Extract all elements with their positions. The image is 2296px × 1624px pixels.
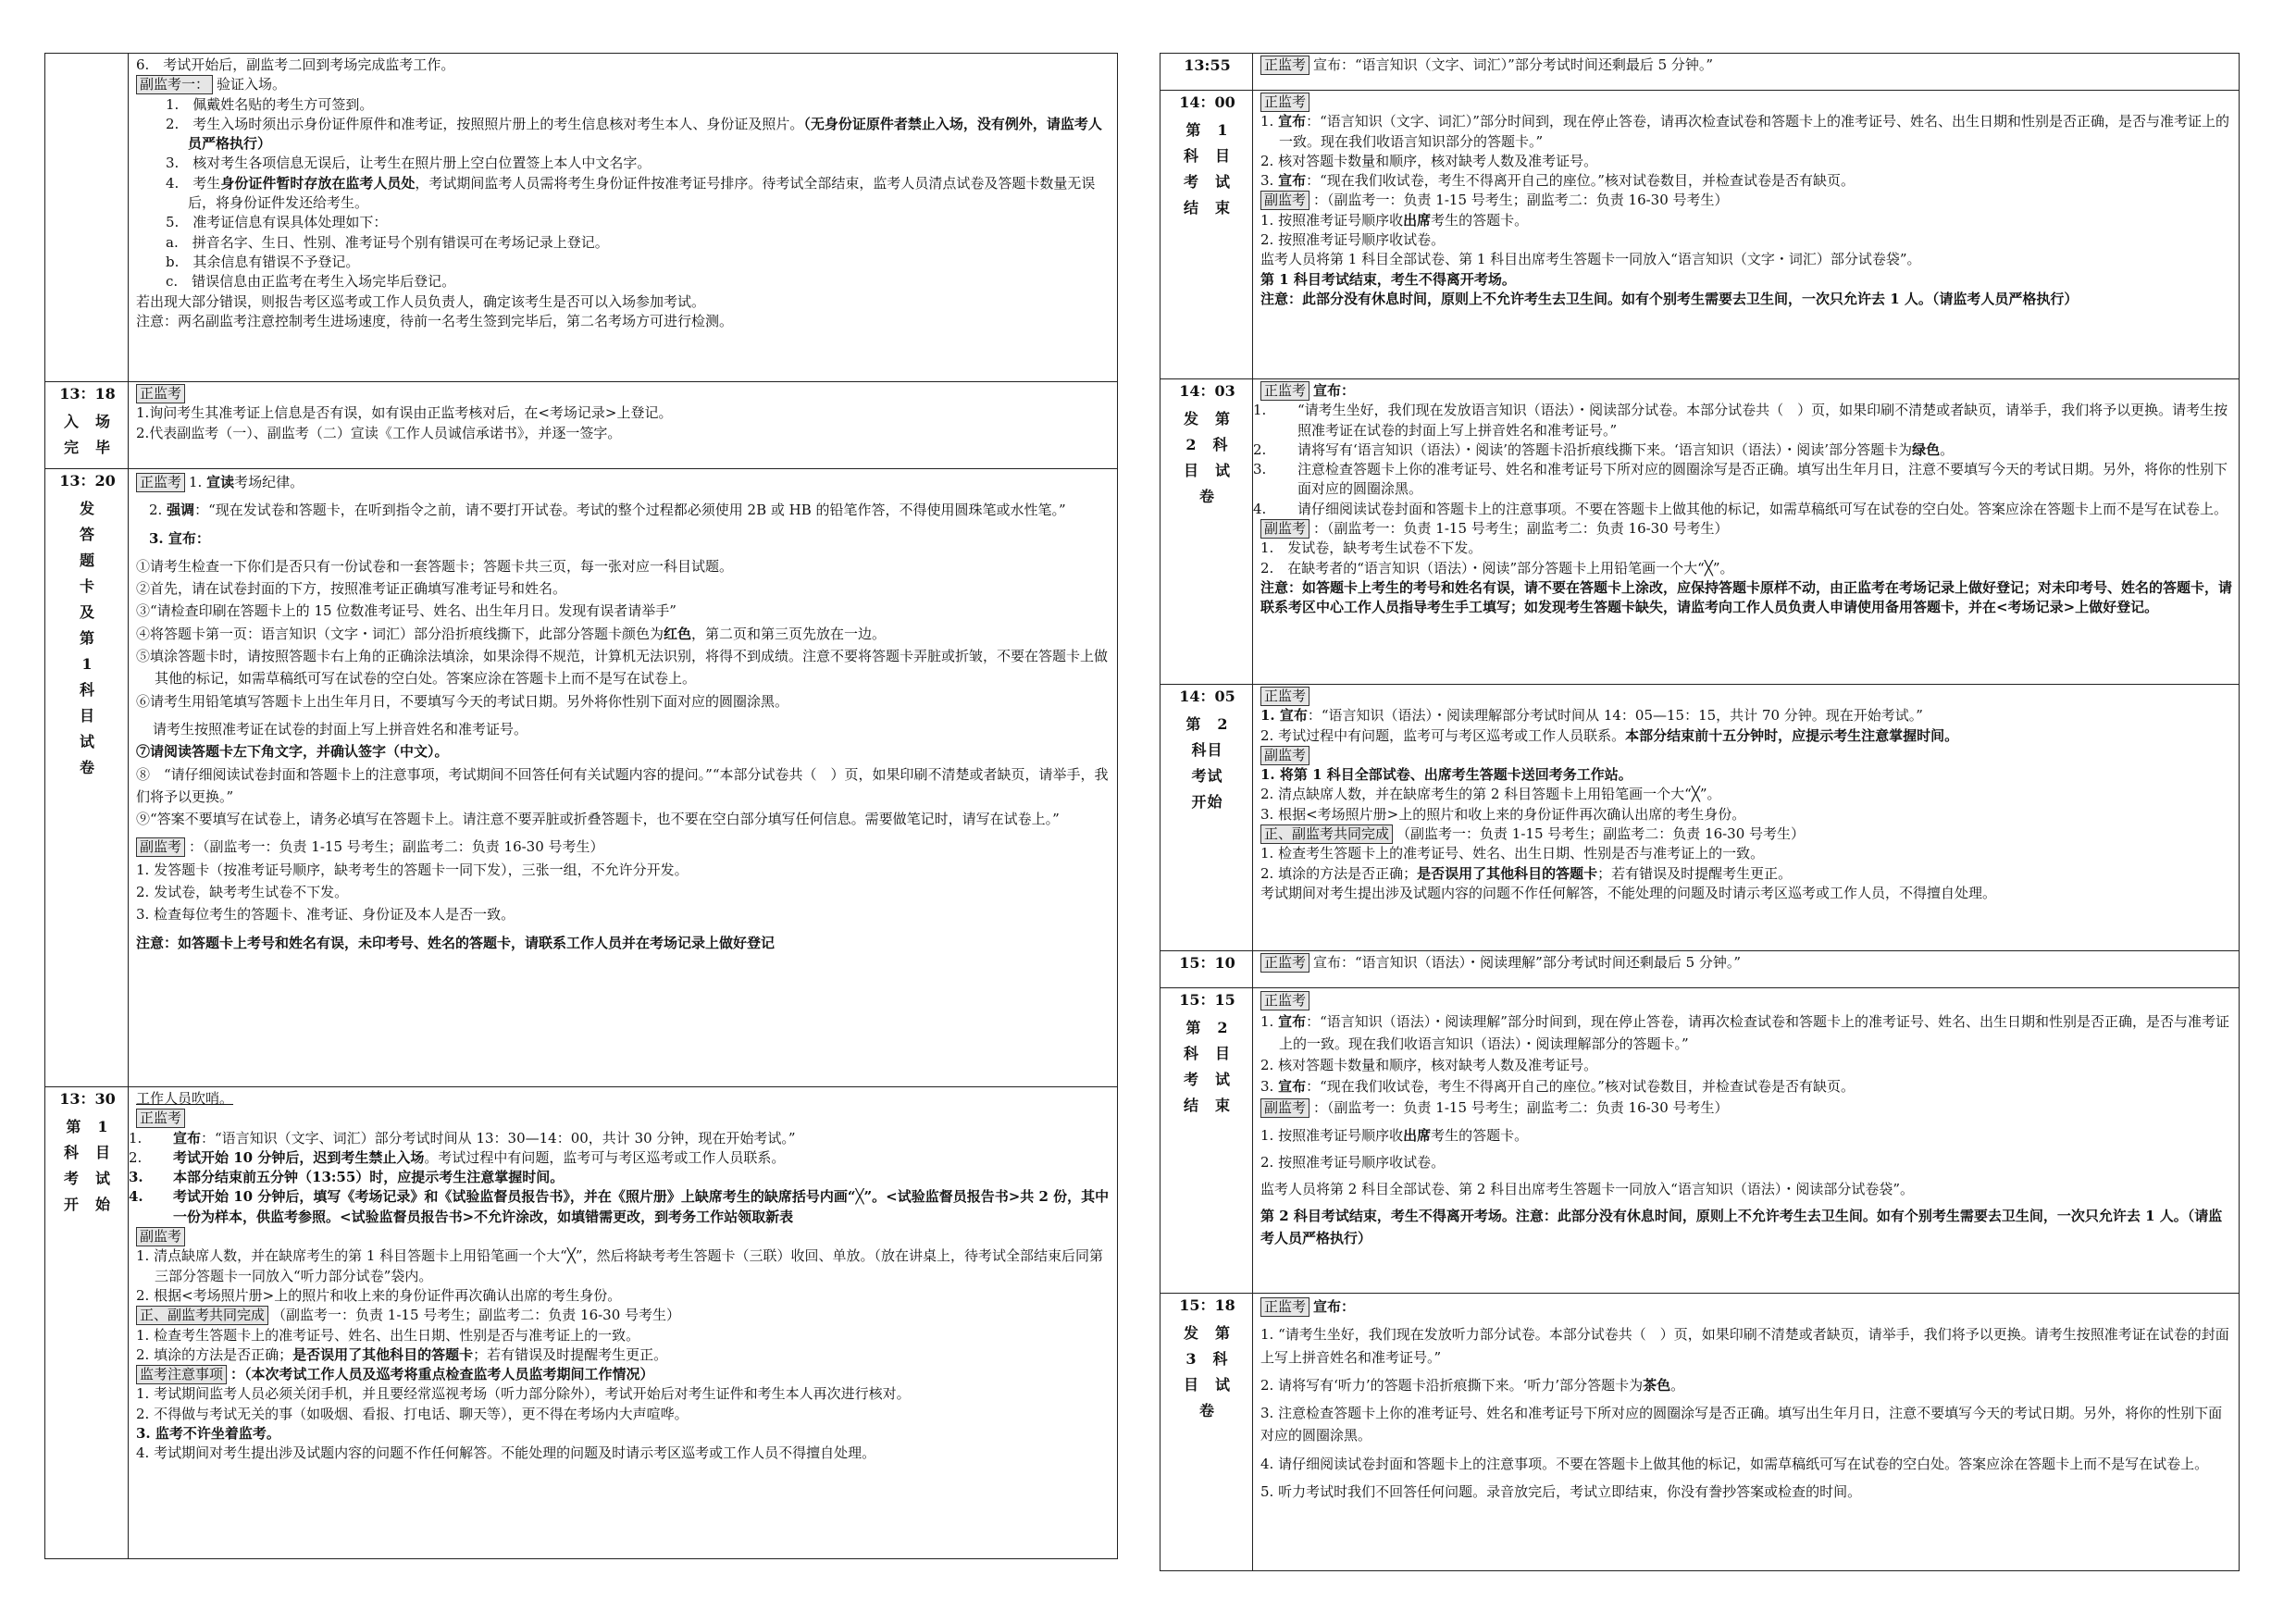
list-item: ⑦请阅读答题卡左下角文字，并确认签字（中文）。 — [136, 743, 449, 761]
phase-label: 考试 — [1191, 766, 1223, 785]
phase-label: 第 1 — [1185, 120, 1229, 139]
time-cell — [1160, 1294, 1253, 1571]
time-label: 13：20 — [59, 472, 116, 490]
content-cell: 正监考 1. 宣读考场纪律。 2. 强调：“现在发试卷和答题卡，在听到指令之前，请不要打开试卷。考试的整个过程都必须使用 2B 或 HB 的铅笔作答，不得使用圆珠笔或水性笔。” 3. 宣布： ①请考生检查一下你们是否只有一份试卷和一套答题卡；答题卡共三页，每一张对应一科目试题。 ②首先，请在试卷封面的下方，按照准考证正确填写准考证号和姓名。 ③“请检查印刷在答题卡上的 15 位数准考证号、姓名、出生年月日。发现有误者请举手” ④将答题卡第一页：语言知识（文字・词汇）部分沿折痕线撕下，此部分答题卡颜色为红色，第二页和第三页先放在一边。 ⑤填涂答题卡时，请按照答题卡右上角的正确涂法填涂，如果涂得不规范，计算机无法识别，将得不到成绩。注意不要将答题卡弄脏或折皱，不要在答题卡上做其他的标记，如需草稿纸可写在试卷的空白处。答案应涂在答题卡上而不是写在试卷上。 ⑥请考生用铅笔填写答题卡上出生年月日，不要填写今天的考试日期。另外将你性别下面对应的圆圈涂黑。 请考生按照准考证在试卷的封面上写上拼音姓名和准考证号。 ⑦请阅读答题卡左下角文字，并确认签字（中文）。 ⑧ “请仔细阅读试卷封面和答题卡上的注意事项，考试期间不回答任何有关试题内容的提问。”“本部分试卷共（ ）页，如果印刷不清楚或者缺页，请举手，我们将予以更换。” ⑨“答案不要填写在试卷上，请务必填写在答题卡上。请注意不要弄脏或折叠答题卡，也不要在空白部分填写任何信息。需要做笔记时，请写在试卷上。” 副监考 ：（副监考一：负责 1-15 号考生；副监考二：负责 16-30 号考生） 1. 发答题卡（按准考证号顺序，缺考考生的答题卡一同下发），三张一组，不允许分开发。 2. 发试卷，缺考考生试卷不下发。 3. 检查每位考生的答题卡、准考证、身份证及本人是否一致。 注意：如答题卡上考号和姓名有误，未印考号、姓名的答题卡，请联系工作人员并在考场记录上做好登记 — [129, 469, 1118, 1087]
phase-label: 3 科 — [1185, 1349, 1229, 1368]
text-line: 6. 考试开始后，副监考二回到考场完成监考工作。 — [136, 56, 455, 73]
list-item: ②首先，请在试卷封面的下方，按照准考证正确填写准考证号和姓名。 — [136, 580, 567, 598]
role-tag: 正监考 — [1260, 1297, 1309, 1317]
table-row — [1160, 91, 2240, 379]
phase-label: 卷 — [79, 758, 95, 776]
table-row — [1160, 988, 2240, 1294]
time-cell — [45, 382, 129, 469]
role-tag: 监考注意事项 — [136, 1365, 227, 1384]
table-row — [45, 469, 1118, 1087]
text-line: 工作人员吹哨。 — [136, 1090, 234, 1107]
phase-label: 发 第 — [1183, 1323, 1231, 1342]
role-tag: 正监考 — [136, 1109, 185, 1128]
list-item: 1. 发试卷，缺考考生试卷不下发。 — [1260, 539, 1483, 557]
phase-label: 考 试 — [1183, 1070, 1231, 1088]
text-line: 考试期间对考生提出涉及试题内容的问题不作任何解答，不能处理的问题及时请示考区巡考或工作人员，不得擅自处理。 — [1260, 884, 1997, 901]
phase-label: 第 1 — [66, 1117, 109, 1135]
list-item: 2. 根据<考场照片册>上的照片和收上来的身份证件再次确认出席的考生身份。 — [136, 1286, 622, 1304]
list-item: ①请考生检查一下你们是否只有一份试卷和一套答题卡；答题卡共三页，每一张对应一科目试题。 — [136, 557, 734, 575]
list-item: 2. 核对答题卡数量和顺序，核对缺考人数及准考证号。 — [1260, 1056, 1598, 1073]
list-item: 2. 考生入场时须出示身份证件原件和准考证，按照照片册上的考生信息核对考生本人、身份证及照片。（无身份证原件者禁止入场，没有例外，请监考人员严格执行） — [166, 115, 1102, 153]
text-line: 请考生按照准考证在试卷的封面上写上拼音姓名和准考证号。 — [153, 720, 528, 738]
list-item: 3. 注意检查答题卡上你的准考证号、姓名和准考证号下所对应的圆圈涂写是否正确。填写出生年月日，注意不要填写今天的考试日期。另外，将你的性别下面对应的圆圈涂黑。 — [1260, 1405, 2223, 1444]
table-row — [1160, 685, 2240, 951]
role-tag: 副监考一： — [136, 75, 213, 94]
phase-label: 2 科 — [1185, 435, 1229, 453]
content-cell — [1253, 951, 2240, 988]
content-cell — [1253, 54, 2240, 91]
phase-label: 第 2 — [1185, 714, 1229, 733]
role-tag: 正监考 — [1260, 56, 1309, 75]
list-item: 1. 佩戴姓名贴的考生方可签到。 — [166, 95, 374, 113]
list-item: ④将答题卡第一页：语言知识（文字・词汇）部分沿折痕线撕下，此部分答题卡颜色为红色，第二页和第三页先放在一边。 — [136, 625, 887, 642]
text-line: 1.询问考生其准考证上信息是否有误，如有误由正监考核对后，在<考场记录>上登记。 — [136, 404, 673, 422]
phase-label: 第 — [79, 628, 95, 647]
content-cell: 正监考 宣布： 1. “请考生坐好，我们现在发放听力部分试卷。本部分试卷共（ ）页，如果印刷不清楚或者缺页，请举手，我们将予以更换。请考生按照准考证在试卷的封面上写上拼音姓名和准考证号。” 2. 请将写有‘听力’的答题卡沿折痕撕下来。‘听力’部分答题卡为茶色。 3. 注意检查答题卡上你的准考证号、姓名和准考证号下所对应的圆圈涂写是否正确。填写出生年月日，注意不要填写今天的考试日期。另外，将你的性别下面对应的圆圈涂黑。 4. 请仔细阅读试卷封面和答题卡上的注意事项。不要在答题卡上做其他的标记，如需草稿纸可写在试卷的空白处。答案应涂在答题卡上而不是写在试卷上。 5. 听力考试时我们不回答任何问题。录音放完后，考试立即结束，你没有誊抄答案或检查的时间。 — [1253, 1294, 2240, 1571]
phase-label: 结 束 — [1183, 198, 1231, 217]
time-cell — [45, 1087, 129, 1559]
table-row — [1160, 54, 2240, 91]
time-cell — [1160, 91, 1253, 379]
phase-label: 目 试 — [1183, 461, 1231, 479]
list-item: ⑨“答案不要填写在试卷上，请务必填写在答题卡上。请注意不要弄脏或折叠答题卡，也不要在空白部分填写任何信息。需要做笔记时，请写在试卷上。” — [136, 811, 1060, 828]
note-text: 注意：此部分没有休息时间，原则上不允许考生去卫生间。如有个别考生需要去卫生间，一次只允许去 1 人。（请监考人员严格执行） — [1260, 290, 2079, 307]
time-label: 15：10 — [1179, 954, 1235, 972]
list-item: ⑤填涂答题卡时，请按照答题卡右上角的正确涂法填涂，如果涂得不规范，计算机无法识别，将得不到成绩。注意不要将答题卡弄脏或折皱，不要在答题卡上做其他的标记，如需草稿纸可写在试卷的空白处。答案应涂在答题卡上而不是写在试卷上。 — [136, 648, 1109, 688]
phase-label: 结 束 — [1183, 1096, 1231, 1114]
time-cell — [1160, 54, 1253, 91]
role-tag: 正监考 — [136, 384, 185, 403]
text-line: 宣布：“语言知识（文字、词汇）”部分考试时间还剩最后 5 分钟。” — [1313, 56, 1714, 73]
table-row — [45, 382, 1118, 469]
role-tag: 正、副监考共同完成 — [1260, 824, 1393, 844]
phase-label: 目 — [79, 706, 95, 725]
phase-label: 目 试 — [1183, 1375, 1231, 1394]
time-cell — [1160, 685, 1253, 951]
list-item: 3. 根据<考场照片册>上的照片和收上来的身份证件再次确认出席的考生身份。 — [1260, 805, 1746, 823]
list-item: ③“请检查印刷在答题卡上的 15 位数准考证号、姓名、出生年月日。发现有误者请举手” — [136, 602, 676, 620]
phase-label: 卷 — [1198, 1401, 1215, 1419]
text-line: 注意：两名副监考注意控制考生进场速度，待前一名考生签到完毕后，第二名考场方可进行检测。 — [136, 312, 734, 329]
phase-label: 考 试 — [63, 1169, 111, 1187]
list-item: 1. 考试期间监考人员必须关闭手机，并且要经常巡视考场（听力部分除外），考试开始后对考生证件和考生本人再次进行核对。 — [136, 1385, 911, 1403]
text-line: 第 1 科目考试结束，考生不得离开考场。 — [1260, 270, 1516, 288]
list-item: ⑥请考生用铅笔填写答题卡上出生年月日，不要填写今天的考试日期。另外将你性别下面对应的圆圈涂黑。 — [136, 692, 789, 710]
text-line: 若出现大部分错误，则报告考区巡考或工作人员负责人，确定该考生是否可以入场参加考试。 — [136, 292, 706, 310]
role-tag: 正监考 — [1260, 687, 1309, 706]
list-item: 5. 准考证信息有误具体处理如下： — [166, 214, 388, 231]
text-line: 宣布：“语言知识（语法）・阅读理解”部分考试时间还剩最后 5 分钟。” — [1313, 954, 1742, 971]
list-item: 4. 请仔细阅读试卷封面和答题卡上的注意事项。不要在答题卡上做其他的标记，如需草稿纸可写在试卷的空白处。答案应涂在答题卡上而不是写在试卷上。 — [1260, 1455, 2209, 1472]
content-cell: 正监考 宣布： 1. “请考生坐好，我们现在发放语言知识（语法）・阅读部分试卷。本部分试卷共（ ）页，如果印刷不清楚或者缺页，请举手，我们将予以更换。请考生按照准考证在试卷的封面上写上拼音姓名和准考证号。” 2. 请将写有‘语言知识（语法）・阅读’的答题卡沿折痕线撕下来。‘语言知识（语法）・阅读’部分答题卡为绿色。 3. 注意检查答题卡上你的准考证号、姓名和准考证号下所对应的圆圈涂写是否正确。填写出生年月日，注意不要填写今天的考试日期。另外，将你的性别下面对应的圆圈涂黑。 4. 请仔细阅读试卷封面和答题卡上的注意事项。不要在答题卡上做其他的标记，如需草稿纸可写在试卷的空白处。答案应涂在答题卡上而不是写在试卷上。 副监考 ：（副监考一：负责 1-15 号考生；副监考二：负责 16-30 号考生） 1. 发试卷，缺考考生试卷不下发。 2. 在缺考者的“语言知识（语法）・阅读”部分答题卡上用铅笔画一个大“╳”。 注意：如答题卡上考生的考号和姓名有误，请不要在答题卡上涂改，应保持答题卡原样不动，由正监考在考场记录上做好登记；对未印考号、姓名的答题卡，请联系考区中心工作人员指导考生手工填写；如发现考生答题卡缺失，请监考向工作人员负责人申请使用备用答题卡，并在<考场记录>上做好登记。 — [1253, 379, 2240, 685]
role-tag: 正监考 — [1260, 93, 1309, 112]
role-tag: 正监考 — [1260, 991, 1309, 1010]
phase-label: 科 目 — [1183, 146, 1231, 165]
time-label: 13:55 — [1184, 56, 1231, 74]
list-item: c. 错误信息由正监考在考生入场完毕后登记。 — [166, 273, 456, 291]
list-item: 4. 考试期间对考生提出涉及试题内容的问题不作任何解答。不能处理的问题及时请示考区巡考或工作人员不得擅自处理。 — [136, 1444, 876, 1462]
list-item: 1. “请考生坐好，我们现在发放听力部分试卷。本部分试卷共（ ）页，如果印刷不清楚或者缺页，请举手，我们将予以更换。请考生按照准考证在试卷的封面上写上拼音姓名和准考证号。” — [1260, 1326, 2229, 1366]
content-cell: 工作人员吹哨。 正监考 1. 宣布：“语言知识（文字、词汇）部分考试时间从 13：30—14：00，共计 30 分钟，现在开始考试。” 2. 考试开始 10 分钟后，迟到考生禁止入场。考试过程中有问题，监考可与考区巡考或工作人员联系。 3. 本部分结束前五分钟（13:55）时，应提示考生注意掌握时间。 4. 考试开始 10 分钟后，填写《考场记录》和《试验监督员报告书》，并在《照片册》上缺席考生的缺席括号内画“╳”。<试验监督员报告书>共 2 份，其中一份为样本，供监考参照。<试验监督员报告书>不允许涂改，如填错需更改，到考务工作站领取新表 副监考 1. 清点缺席人数，并在缺席考生的第 1 科目答题卡上用铅笔画一个大“╳”，然后将缺考考生答题卡（三联）收回、单放。（放在讲桌上，待考试全部结束后同第三部分答题卡一同放入“听力部分试卷”袋内。 2. 根据<考场照片册>上的照片和收上来的身份证件再次确认出席的考生身份。 正、副监考共同完成 （副监考一：负责 1-15 号考生；副监考二：负责 16-30 号考生） 1. 检查考生答题卡上的准考证号、姓名、出生日期、性别是否与准考证上的一致。 2. 填涂的方法是否正确；是否误用了其他科目的答题卡；若有错误及时提醒考生更正。 监考注意事项 ：（本次考试工作人员及巡考将重点检查监考人员监考期间工作情况） 1. 考试期间监考人员必须关闭手机，并且要经常巡视考场（听力部分除外），考试开始后对考生证件和考生本人再次进行核对。 2. 不得做与考试无关的事（如吸烟、看报、打电话、聊天等），更不得在考场内大声喧哗。 3. 监考不许坐着监考。 4. 考试期间对考生提出涉及试题内容的问题不作任何解答。不能处理的问题及时请示考区巡考或工作人员不得擅自处理。 — [129, 1087, 1118, 1559]
text-line: 监考人员将第 1 科目全部试卷、第 1 科目出席考生答题卡一同放入“语言知识（文字・词汇）部分试卷袋”。 — [1260, 251, 1921, 268]
role-tag: 正监考 — [136, 473, 185, 492]
list-item: 1. 检查考生答题卡上的准考证号、姓名、出生日期、性别是否与准考证上的一致。 — [1260, 845, 1765, 862]
role-tag: 正监考 — [1260, 381, 1309, 401]
phase-label: 第 2 — [1185, 1018, 1229, 1036]
role-tag: 副监考 — [1260, 191, 1309, 210]
phase-label: 答 — [79, 525, 95, 543]
text-line: 3. 宣布： — [149, 529, 210, 547]
time-label: 13：30 — [59, 1090, 116, 1108]
note-text: 注意：如答题卡上考号和姓名有误，未印考号、姓名的答题卡，请联系工作人员并在考场记录上做好登记 — [136, 934, 776, 951]
role-tag: 正、副监考共同完成 — [136, 1306, 268, 1325]
content-cell: 正监考 1. 宣布：“语言知识（语法）・阅读理解部分考试时间从 14：05—15：15，共计 70 分钟。现在开始考试。” 2. 考试过程中有问题，监考可与考区巡考或工作人员联系。本部分结束前十五分钟时，应提示考生注意掌握时间。 副监考 1. 将第 1 科目全部试卷、出席考生答题卡送回考务工作站。 2. 清点缺席人数，并在缺席考生的第 2 科目答题卡上用铅笔画一个大“╳”。 3. 根据<考场照片册>上的照片和收上来的身份证件再次确认出席的考生身份。 正、副监考共同完成 （副监考一：负责 1-15 号考生；副监考二：负责 16-30 号考生） 1. 检查考生答题卡上的准考证号、姓名、出生日期、性别是否与准考证上的一致。 2. 填涂的方法是否正确；是否误用了其他科目的答题卡；若有错误及时提醒考生更正。 考试期间对考生提出涉及试题内容的问题不作任何解答，不能处理的问题及时请示考区巡考或工作人员，不得擅自处理。 — [1253, 685, 2240, 951]
table-row — [1160, 951, 2240, 988]
note-text: 注意：如答题卡上考生的考号和姓名有误，请不要在答题卡上涂改，应保持答题卡原样不动，由正监考在考场记录上做好登记；对未印考号、姓名的答题卡，请联系考区中心工作人员指导考生手工填写；如发现考生答题卡缺失，请监考向工作人员负责人申请使用备用答题卡，并在<考场记录>上做好登记。 — [1260, 578, 2233, 616]
right-schedule-table — [1160, 53, 2240, 1571]
time-cell — [45, 469, 129, 1087]
role-tag: 副监考 — [136, 1227, 185, 1246]
time-label: 13：18 — [59, 385, 116, 403]
time-label: 14：00 — [1179, 93, 1235, 111]
phase-label: 科 — [79, 680, 95, 699]
phase-label: 科目 — [1191, 740, 1223, 759]
table-row — [1160, 379, 2240, 685]
time-cell — [1160, 951, 1253, 988]
content-cell — [129, 54, 1118, 382]
time-label: 14：05 — [1179, 688, 1235, 705]
content-cell: 正监考 1. 宣布：“语言知识（文字、词汇）”部分时间到，现在停止答卷，请再次检查试卷和答题卡上的准考证号、姓名、出生日期和性别是否正确，是否与准考证上的一致。现在我们收语言知识部分的答题卡。” 2. 核对答题卡数量和顺序，核对缺考人数及准考证号。 3. 宣布：“现在我们收试卷，考生不得离开自己的座位。”核对试卷数目，并检查试卷是否有缺页。 副监考 ：（副监考一：负责 1-15 号考生；副监考二：负责 16-30 号考生） 1. 按照准考证号顺序收出席考生的答题卡。 2. 按照准考证号顺序收试卷。 监考人员将第 1 科目全部试卷、第 1 科目出席考生答题卡一同放入“语言知识（文字・词汇）部分试卷袋”。 第 1 科目考试结束，考生不得离开考场。 注意：此部分没有休息时间，原则上不允许考生去卫生间。如有个别考生需要去卫生间，一次只允许去 1 人。（请监考人员严格执行） — [1253, 91, 2240, 379]
list-item: 2. 清点缺席人数，并在缺席考生的第 2 科目答题卡上用铅笔画一个大“╳”。 — [1260, 786, 1721, 803]
phase-label: 卷 — [1198, 487, 1215, 505]
content-cell: 正监考 1. 宣布：“语言知识（语法）・阅读理解”部分时间到，现在停止答卷，请再次检查试卷和答题卡上的准考证号、姓名、出生日期和性别是否正确，是否与准考证上的一致。现在我们收语言知识（语法）・阅读理解部分的答题卡。” 2. 核对答题卡数量和顺序，核对缺考人数及准考证号。 3. 宣布：“现在我们收试卷，考生不得离开自己的座位。”核对试卷数目，并检查试卷是否有缺页。 副监考 ：（副监考一：负责 1-15 号考生；副监考二：负责 16-30 号考生） 1. 按照准考证号顺序收出席考生的答题卡。 2. 按照准考证号顺序收试卷。 监考人员将第 2 科目全部试卷、第 2 科目出席考生答题卡一同放入“语言知识（语法）・阅读部分试卷袋”。 第 2 科目考试结束，考生不得离开考场。注意：此部分没有休息时间，原则上不允许考生去卫生间。如有个别考生需要去卫生间，一次只允许去 1 人。（请监考人员严格执行） — [1253, 988, 2240, 1294]
phase-label: 1 — [81, 654, 93, 673]
phase-label: 开始 — [1191, 792, 1223, 811]
note-text: 第 2 科目考试结束，考生不得离开考场。注意：此部分没有休息时间，原则上不允许考生去卫生间。如有个别考生需要去卫生间，一次只允许去 1 人。（请监考人员严格执行） — [1260, 1208, 2223, 1246]
list-item: 2. 按照准考证号顺序收试卷。 — [1260, 231, 1446, 249]
list-item: 2. 发试卷，缺考考生试卷不下发。 — [136, 884, 349, 901]
list-item: 2. 不得做与考试无关的事（如吸烟、看报、打电话、聊天等），更不得在考场内大声喧哗。 — [136, 1405, 689, 1422]
phase-label: 科 目 — [63, 1143, 111, 1161]
list-item: 1. 清点缺席人数，并在缺席考生的第 1 科目答题卡上用铅笔画一个大“╳”，然后将缺考考生答题卡（三联）收回、单放。（放在讲桌上，待考试全部结束后同第三部分答题卡一同放入“听力部分试卷”袋内。 — [136, 1247, 1104, 1284]
text-line: 监考人员将第 2 科目全部试卷、第 2 科目出席考生答题卡一同放入“语言知识（语法）・阅读部分试卷袋”。 — [1260, 1181, 1915, 1197]
list-item: 2. 在缺考者的“语言知识（语法）・阅读”部分答题卡上用铅笔画一个大“╳”。 — [1260, 559, 1734, 576]
time-cell — [45, 54, 129, 382]
role-tag: 副监考 — [136, 837, 185, 857]
list-item: 2. 核对答题卡数量和顺序，核对缺考人数及准考证号。 — [1260, 152, 1598, 169]
list-item: ⑧ “请仔细阅读试卷封面和答题卡上的注意事项，考试期间不回答任何有关试题内容的提问。”“本部分试卷共（ ）页，如果印刷不清楚或者缺页，请举手，我们将予以更换。” — [136, 765, 1109, 805]
list-item: 3. 监考不许坐着监考。 — [136, 1425, 280, 1443]
phase-label: 发 — [79, 499, 95, 517]
list-item: 2. 按照准考证号顺序收试卷。 — [1260, 1153, 1446, 1171]
role-tag: 副监考 — [1260, 519, 1309, 539]
list-item: 1. 检查考生答题卡上的准考证号、姓名、出生日期、性别是否与准考证上的一致。 — [136, 1326, 640, 1344]
table-row — [45, 54, 1118, 382]
phase-label: 科 目 — [1183, 1044, 1231, 1062]
phase-label: 题 — [79, 551, 95, 569]
phase-label: 发 第 — [1183, 409, 1231, 428]
time-cell — [1160, 988, 1253, 1294]
time-cell — [1160, 379, 1253, 685]
phase-label: 卡 — [79, 576, 95, 595]
text-line: 验证入场。 — [217, 76, 287, 93]
list-item: 5. 听力考试时我们不回答任何问题。录音放完后，考试立即结束，你没有誊抄答案或检查的时间。 — [1260, 1483, 1862, 1501]
phase-label: 考 试 — [1183, 172, 1231, 191]
phase-label: 试 — [79, 732, 95, 750]
list-item: 3. 核对考生各项信息无误后，让考生在照片册上空白位置签上本人中文名字。 — [166, 155, 652, 172]
role-tag: 正监考 — [1260, 953, 1309, 973]
list-item: 1. 发答题卡（按准考证号顺序，缺考考生的答题卡一同下发），三张一组，不允许分开发。 — [136, 861, 689, 878]
text-line: 2.代表副监考（一）、副监考（二）宣读《工作人员诚信承诺书》，并逐一签字。 — [136, 424, 622, 441]
table-row — [1160, 1294, 2240, 1571]
phase-label: 开 始 — [63, 1195, 111, 1213]
phase-label: 入 场 — [63, 412, 111, 430]
time-label: 14：03 — [1179, 382, 1235, 400]
time-label: 15：18 — [1179, 1296, 1235, 1314]
content-cell — [129, 382, 1118, 469]
table-row — [45, 1087, 1118, 1559]
list-item: 4. 考生身份证件暂时存放在监考人员处，考试期间监考人员需将考生身份证件按准考证号排序。待考试全部结束，监考人员清点试卷及答题卡数量无误后，将身份证件发还给考生。 — [166, 174, 1096, 212]
left-schedule-table — [44, 53, 1118, 1559]
list-item: a. 拼音名字、生日、性别、准考证号个别有错误可在考场记录上登记。 — [166, 233, 609, 251]
list-item: b. 其余信息有错误不予登记。 — [166, 253, 360, 270]
time-label: 15：15 — [1179, 991, 1235, 1009]
phase-label: 完 毕 — [63, 438, 111, 456]
list-item: 1. 将第 1 科目全部试卷、出席考生答题卡送回考务工作站。 — [1260, 766, 1632, 784]
role-tag: 副监考 — [1260, 1098, 1309, 1118]
list-item: 3. 检查每位考生的答题卡、准考证、身份证及本人是否一致。 — [136, 906, 515, 924]
role-tag: 副监考 — [1260, 746, 1309, 765]
phase-label: 及 — [79, 602, 95, 621]
